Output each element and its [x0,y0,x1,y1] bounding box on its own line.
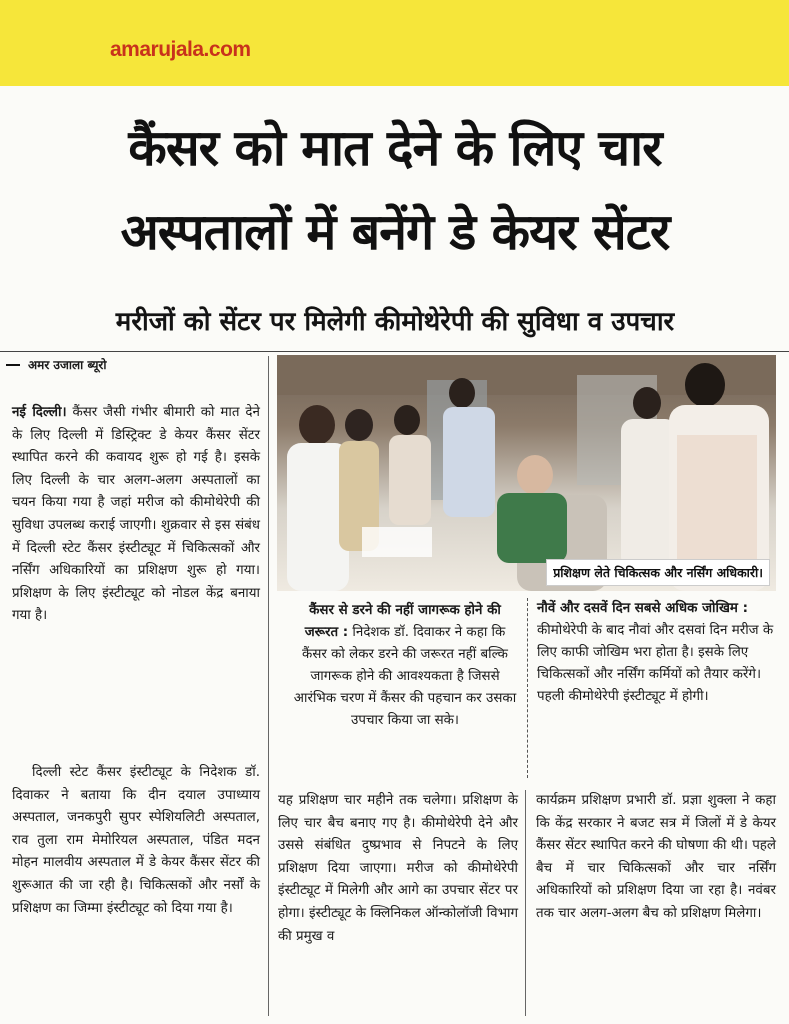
column-1-paragraph-1-text: कैंसर जैसी गंभीर बीमारी को मात देने के लिए दिल्ली में डिस्ट्रिक्ट डे केयर कैंसर सेंटर स्थापित करने की कवायद शुरू हो गई है। इसके लिए दिल्ली के चार अलग-अलग अस्पतालों का चयन किया गया है जहां मरीज को कीमोथेरेपी की सुविधा उपलब्ध कराई जाएगी। शुक्रवार से इस संबंध में दिल्ली स्टेट कैंसर इंस्टीट्यूट में चिकित्सकों और नर्सिंग अधिकारियों का प्रशिक्षण शुरू हो गया। प्रशिक्षण के लिए इंस्टीट्यूट को नोडल केंद्र बनाया गया है। [12,405,260,624]
column-1-paragraph-1 [12,402,260,628]
sidebar-box-2 [537,598,775,708]
box-1-text: निदेशक डॉ. दिवाकर ने कहा कि कैंसर को लेकर डरने की जरूरत नहीं बल्कि जागरूक होने की आवश्यकता है जिससे आरंभिक चरण में कैंसर की पहचान कर उसका उपचार किया जा सके। [293,625,517,728]
dateline: नई दिल्ली। [12,405,67,420]
box-2-heading: नौवें और दसवें दिन सबसे अधिक जोखिम : [537,601,748,616]
column-rule-1 [268,356,269,1016]
box-2-text: कीमोथेरेपी के बाद नौवां और दसवां दिन मरीज के लिए काफी जोखिम भरा होता है। इसके लिए चिकित्सकों और नर्सिंग कर्मियों को तैयार करेंगे। पहली कीमोथेरेपी इंस्टीट्यूट में होगी। [537,623,774,704]
byline-marker [6,364,20,366]
column-2-text: यह प्रशिक्षण चार महीने तक चलेगा। प्रशिक्षण के लिए चार बैच बनाए गए है। कीमोथेरेपी देने और उससे संबंधित दुष्प्रभाव से निपटने के लिए प्रशिक्षण दिया जाएगा। मरीज को कीमोथेरेपी इंस्टीट्यूट में मिलेगी और आगे का उपचार सेंटर पर होगा। इंस्टीट्यूट के क्लिनिकल ऑन्कोलॉजी विभाग की प्रमुख व [278,793,518,944]
sidebar-box-1 [292,600,518,732]
article-photo [277,355,776,591]
column-rule-2 [525,790,526,1016]
box-1-heading: कैंसर से डरने की नहीं जागरूक होने की जरूरत : [304,603,501,640]
subheadline: मरीजों को सेंटर पर मिलेगी कीमोथेरेपी की सुविधा व उपचार [115,307,675,337]
photo-caption: प्रशिक्षण लेते चिकित्सक और नर्सिंग अधिकारी। [546,559,770,586]
headline-line-2: अस्पतालों में बनेंगे डे केयर सेंटर [120,203,670,261]
column-3-text: कार्यक्रम प्रशिक्षण प्रभारी डॉ. प्रज्ञा शुक्ला ने कहा कि केंद्र सरकार ने बजट सत्र में जिलों में डे केयर कैंसर सेंटर स्थापित करने की घोषणा की थी। पहले बैच में चार चिकित्सकों और चार नर्सिंग अधिकारियों को प्रशिक्षण दिया जा रहा है। नवंबर तक चार अलग-अलग बैच को प्रशिक्षण मिलेगा। [536,793,776,921]
box-divider [527,598,528,778]
byline: अमर उजाला ब्यूरो [28,358,107,372]
header-divider [0,351,789,352]
headline-line-1: कैंसर को मात देने के लिए चार [128,119,662,177]
column-1-paragraph-2: दिल्ली स्टेट कैंसर इंस्टीट्यूट के निदेशक डॉ. दिवाकर ने बताया कि दीन दयाल उपाध्याय अस्पताल, जनकपुरी सुपर स्पेशियलिटी अस्पताल, राव तुला राम मेमोरियल अस्पताल, पंडित मदन मोहन मालवीय अस्पताल में डे केयर कैंसर सेंटर की शुरूआत की जा रही है। चिकित्सकों और नर्सों के प्रशिक्षण का जिम्मा इंस्टीट्यूट को दिया गया है। [12,765,260,916]
photo-illustration [277,355,776,591]
site-logo[interactable]: amarujala.com [110,38,251,61]
